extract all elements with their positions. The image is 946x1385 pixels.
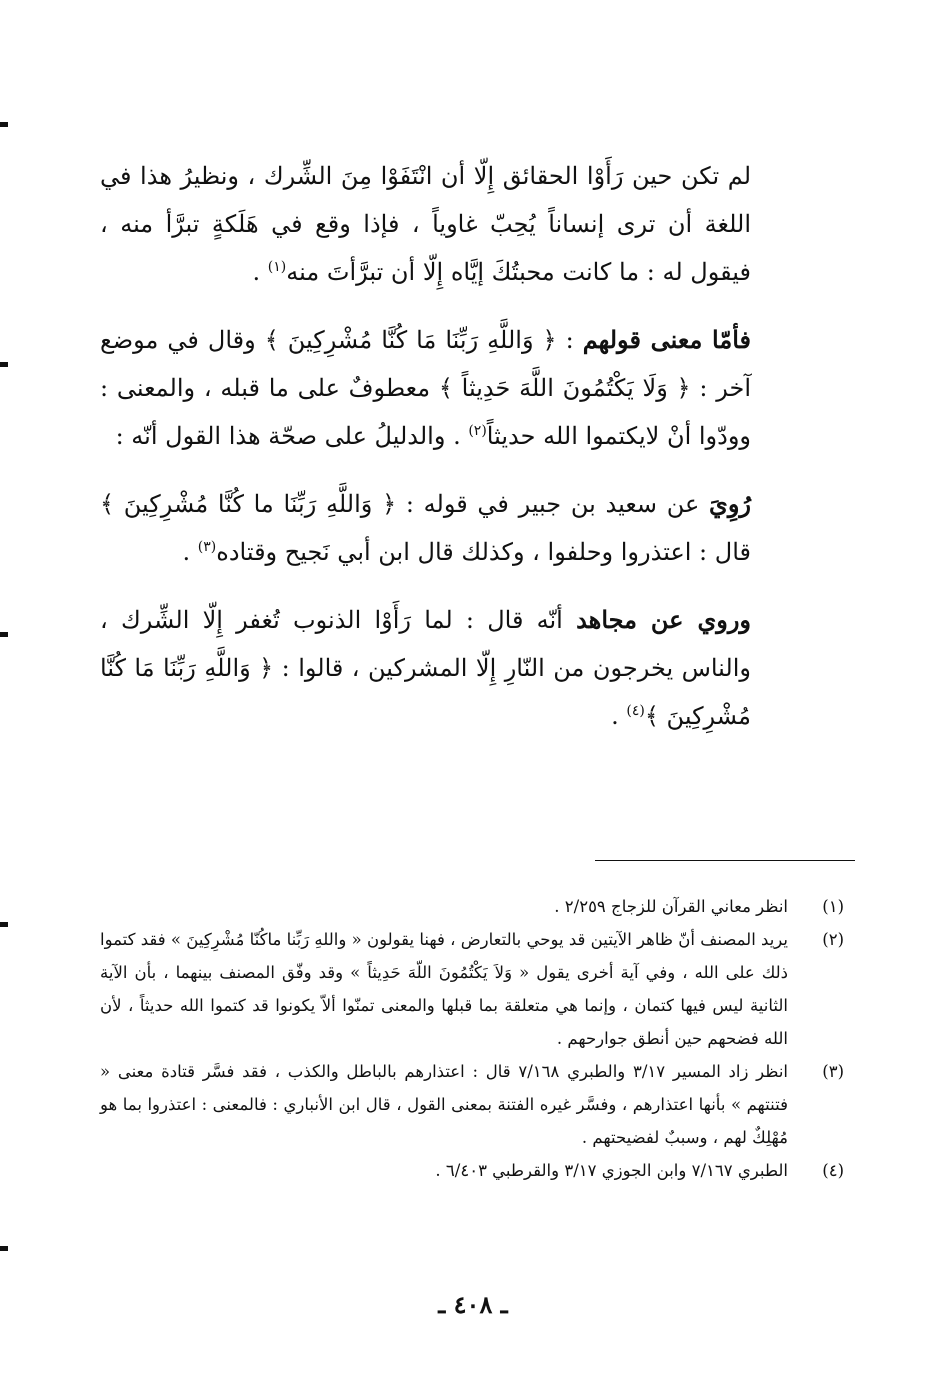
paragraph-text: : ﴿ وَاللَّهِ رَبِّنَا مَا كُنَّا مُشْرِكِينَ ﴾ وقال في موضع آخر : ﴿ وَلَا يَكْتُمُونَ اللَّهَ حَدِيثاً ﴾ معطوفٌ على ما قبله ، والمعنى : وودّوا أنْ لايكتموا الله حديثاً [100, 326, 751, 450]
footnote-3 [100, 1055, 844, 1154]
paragraph-lead: فأمّا معنى قولهم [582, 325, 752, 354]
footnote-ref: (١) [267, 259, 287, 275]
page-number: ـ ٤٠٨ ـ [438, 1290, 508, 1319]
paragraph-2 [100, 316, 751, 460]
footnote-number: (٤) [822, 1161, 844, 1180]
footnotes [100, 890, 844, 1187]
paragraph-tail: . والدليلُ على صحّة هذا القول أنّه : [115, 422, 469, 450]
paragraph-3 [100, 480, 751, 576]
footnote-4 [100, 1154, 844, 1187]
scan-edge-mark [0, 922, 8, 927]
paragraph-lead: وروي عن مجاهد [576, 605, 751, 634]
paragraph-text: أنّه قال : لما رَأَوْا الذنوب تُغفر إِلّا الشِّرك ، والناس يخرجون من النّارِ إِلّا المشركين ، قالوا : ﴿ وَاللَّهِ رَبِّنَا مَا كُنَّا مُشْرِكِينَ ﴾ [100, 606, 751, 730]
paragraph-1 [100, 152, 751, 296]
footnote-text: الطبري ٧/١٦٧ وابن الجوزي ٣/١٧ والقرطبي ٦/٤٠٣ . [435, 1161, 788, 1180]
footnote-ref: (٣) [197, 539, 217, 555]
footnote-number: (٣) [822, 1062, 844, 1081]
paragraph-tail: . [611, 702, 627, 730]
paragraph-tail: . [182, 538, 198, 566]
footnote-ref: (٢) [468, 423, 487, 439]
footnote-1 [100, 890, 844, 923]
paragraph-lead: رُوِيَ [709, 489, 751, 518]
paragraph-text: عن سعيد بن جبير في قوله : ﴿ وَاللَّهِ رَبِّنَا ما كُنَّا مُشْرِكِينَ ﴾ قال : اعتذروا وحلفوا ، وكذلك قال ابن أبي نَجيح وقتاده [100, 490, 751, 566]
footnote-text: انظر زاد المسير ٣/١٧ والطبري ٧/١٦٨ قال : اعتذارهم بالباطل والكذب ، فقد فسَّر قتادة معنى « فتنتهم » بأنها اعتذارهم ، وفسَّر غيره الفتنة بمعنى القول ، قال ابن الأنباري : فالمعنى : اعتذروا بما هو مُهْلِكٌ لهم ، وسببٌ لفضيحتهم . [100, 1062, 788, 1147]
paragraph-4 [100, 596, 751, 740]
scan-edge-mark [0, 1246, 8, 1251]
scan-edge-mark [0, 122, 8, 127]
footnote-text: يريد المصنف أنّ ظاهر الآيتين قد يوحي بالتعارض ، فهنا يقولون « واللهِ رَبِّنا ماكُنّا مُشْرِكِينَ » فقد كتموا ذلك على الله ، وفي آية أخرى يقول « وَلاَ يَكْتُمُونَ اللّهَ حَدِيثاً » وقد وفّق المصنف بينهما ، بأن الآية الثانية ليس فيها كتمان ، وإنما هي متعلقة بما قبلها والمعنى تمنّوا ألاّ يكونوا قد كتموا الله حديثاً ، لأن الله فضحهم حين أنطق جوارحهم . [100, 930, 788, 1048]
footnote-text: انظر معاني القرآن للزجاج ٢/٢٥٩ . [554, 897, 788, 916]
footnote-ref: (٤) [626, 703, 645, 719]
scan-edge-mark [0, 362, 8, 367]
paragraph-text: لم تكن حين رَأَوْا الحقائق إِلّا أن انْتَفَوْا مِنَ الشِّرك ، ونظيرُ هذا في اللغة أن ترى إنساناً يُحِبّ غاوياً ، فإذا وقع في هَلَكةٍ تبرَّأ منه ، فيقول له : ما كانت محبتُكَ إيَّاه إِلّا أن تبرَّأتَ منه [100, 162, 751, 286]
footnote-separator [595, 860, 855, 861]
footnote-2 [100, 923, 844, 1055]
paragraph-tail: . [252, 258, 268, 286]
footnote-number: (١) [822, 897, 844, 916]
footnote-number: (٢) [822, 930, 844, 949]
scan-edge-mark [0, 632, 8, 637]
main-text [100, 152, 751, 760]
